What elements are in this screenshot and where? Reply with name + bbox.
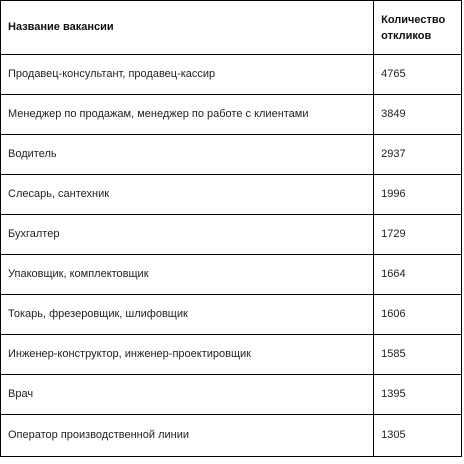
- header-responses-count-line2: откликов: [381, 29, 432, 42]
- vacancy-name-cell: Врач: [1, 375, 374, 415]
- table-row: [1, 55, 462, 95]
- vacancy-name-cell: Оператор производственной линии: [1, 415, 374, 457]
- vacancy-name-cell: Менеджер по продажам, менеджер по работе с клиентами: [1, 95, 374, 135]
- table-header-row: [1, 1, 462, 55]
- responses-count-cell: 1606: [374, 295, 462, 335]
- responses-count-cell: 1395: [374, 375, 462, 415]
- responses-count-cell: 1664: [374, 255, 462, 295]
- vacancy-name-cell: Водитель: [1, 135, 374, 175]
- responses-count-cell: 3849: [374, 95, 462, 135]
- vacancy-name-cell: Токарь, фрезеровщик, шлифовщик: [1, 295, 374, 335]
- vacancy-name-cell: Бухгалтер: [1, 215, 374, 255]
- header-vacancy-name: Название вакансии: [1, 1, 374, 55]
- responses-count-cell: 1305: [374, 415, 462, 457]
- table-row: [1, 95, 462, 135]
- responses-count-cell: 1585: [374, 335, 462, 375]
- table-row: [1, 295, 462, 335]
- vacancy-name-cell: Упаковщик, комплектовщик: [1, 255, 374, 295]
- responses-count-cell: 2937: [374, 135, 462, 175]
- table-row: [1, 415, 462, 457]
- vacancy-name-cell: Инженер-конструктор, инженер-проектировщик: [1, 335, 374, 375]
- table-row: [1, 215, 462, 255]
- header-responses-count-line1: Количество: [381, 13, 446, 26]
- vacancy-name-cell: Продавец-консультант, продавец-кассир: [1, 55, 374, 95]
- table-row: [1, 175, 462, 215]
- table-row: [1, 135, 462, 175]
- vacancy-name-cell: Слесарь, сантехник: [1, 175, 374, 215]
- table-row: [1, 375, 462, 415]
- table-row: [1, 335, 462, 375]
- responses-count-cell: 1729: [374, 215, 462, 255]
- responses-count-cell: 1996: [374, 175, 462, 215]
- responses-count-cell: 4765: [374, 55, 462, 95]
- table-row: [1, 255, 462, 295]
- header-responses-count: [374, 1, 462, 55]
